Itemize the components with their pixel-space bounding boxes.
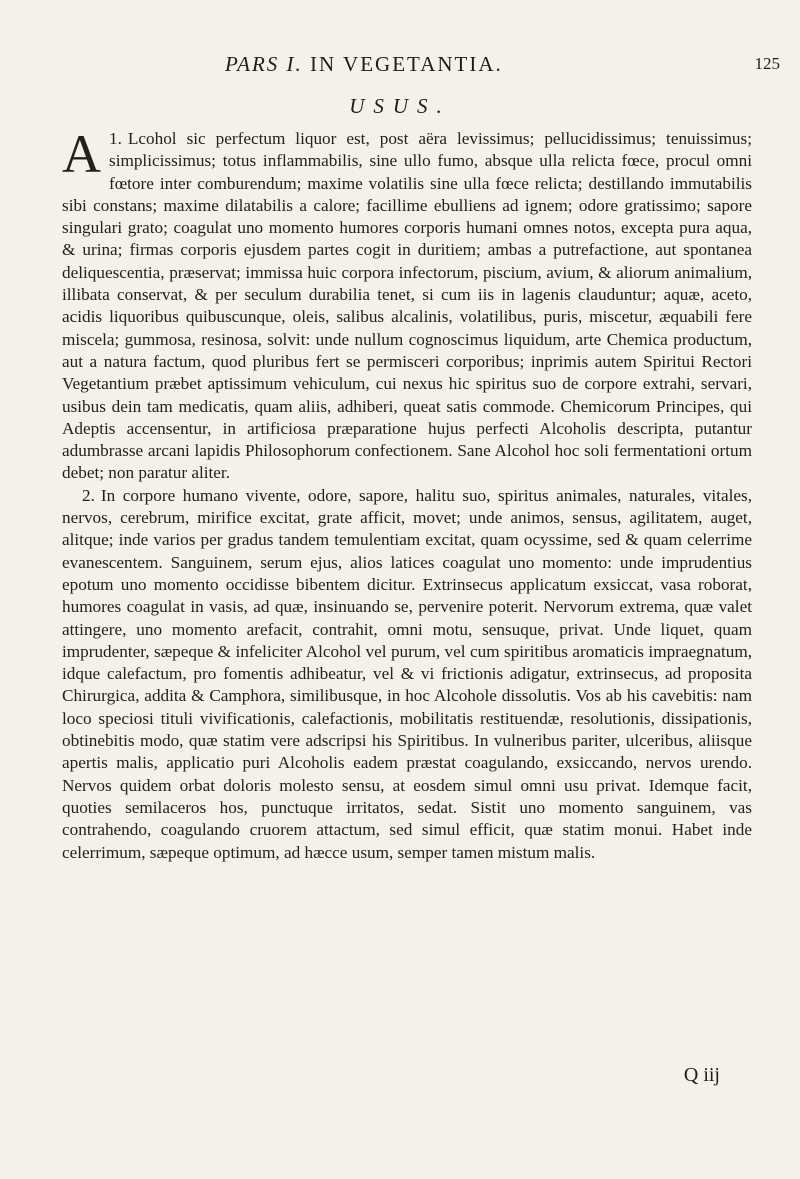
paragraph-number: 1. (109, 129, 122, 148)
paragraph-text: Lcohol sic perfectum liquor est, post aëra levissimus; pellucidissimus; tenuissimus; simplicissimus; totus inflammabilis, sine ullo fumo, absque ulla relicta fœce, procul omni fœtore inter comburendum; maxime volatilis sine ulla fœce relicta; destillando immutabilis sibi constans; maxime dilatabilis a calore; facillime ebulliens ad ignem; odore gratissimo; sapore singulari grato; coagulat uno momento humores corporis humani omnes notos, excepta pura aqua, & urina; firmas corporis ejusdem partes cogit in duritiem; ambas a putrefactione, aut spontanea deliquescentia, præservat; immissa huic corpora infectorum, piscium, avium, & aliorum animalium, illibata conservat, & per seculum durabilia tenet, si cum iis in lagenis clauduntur; aquæ, aceto, acidis liquoribus quibuscunque, oleis, salibus alcalinis, volatilibus, puris, miscetur, æquabili fere miscela; gummosa, resinosa, solvit: unde nullum cognoscimus liquidum, arte Chemica productum, aut a natura factum, quod pluribus fert se permisceri corporibus; inprimis autem Spiritui Rectori Vegetantium præbet aptissimum vehiculum, cui nexus hic spiritus suo de corpore extrahi, servari, usibus dein tam medicatis, quam aliis, adhiberi, queat satis commode. Chemicorum Principes, qui Adeptis accensentur, in artificiosa præparatione hujus perfecti Alcoholis descripta, putantur adumbrasse arcani lapidis Philosophorum confectionem. Sane Alcohol hoc soli fermentationi ortum debet; non paratur aliter. (62, 129, 752, 483)
paragraph-text: In corpore humano vivente, odore, sapore, halitu suo, spiritus animales, naturales, vitales, nervos, cerebrum, mirifice excitat, grate afficit, movet; unde animos, sensus, agilitatem, auget, alitque; inde varios per gradus tandem temulentiam excitat, quam ocyssime, sed & quam celerrime evanescentem. Sanguinem, serum ejus, alios latices coagulat uno momento: unde imprudentius epotum uno momento occidisse bibentem dicitur. Extrinsecus applicatum exsiccat, vasa roborat, humores coagulat in vasis, ad quæ, insinuando se, pervenire poterit. Nervorum extrema, quæ valet attingere, uno momento arefacit, contrahit, omni motu, sensuque, privat. Unde liquet, quam imprudenter, sæpeque & infeliciter Alcohol vel purum, vel cum spiritibus aromaticis impraegnatum, idque calefactum, pro fomentis adhibeatur, vel & vi frictionis adigatur, extrinsecus, ad propositа Chirurgica, addita & Camphora, similibusque, in hoc Alcohole dissolutis. Vos ab his cavebitis: nam loco speciosi tituli vivificationis, calefactionis, mobilitatis restituendæ, resolutionis, dissipationis, obtinebitis modo, quæ statim vere adscripsi his Spiritibus. In vulneribus pariter, ulceribus, aliisque apertis malis, applicatio puri Alcoholis eadem præstat coagulando, exsiccando, nervos urendo. Nervos quidem orbat doloris molesto sensu, at eosdem simul omni usu privat. Idemque facit, quoties semilaceros hos, punctuque irritatos, sedat. Sistit uno momento sanguinem, vas contrahendo, coagulando cruorem attactum, sed simul efficit, quæ statim monui. Habet inde celerrimum, sæpeque optimum, ad hæcce usum, semper tamen mistum malis. (62, 485, 752, 862)
running-head-rest: IN VEGETANTIA. (310, 52, 503, 76)
drop-cap: A (62, 124, 101, 184)
running-head-title (225, 52, 503, 77)
paragraph-1 (62, 124, 752, 485)
running-head (95, 52, 785, 82)
section-title: USUS. (349, 94, 451, 118)
running-head-part: PARS I. (225, 52, 303, 76)
signature-mark: Q iij (683, 1064, 720, 1086)
paragraph-number: 2. (82, 485, 95, 505)
page-number: 125 (754, 54, 780, 73)
paragraph-2 (62, 485, 752, 864)
body-text (62, 124, 752, 864)
